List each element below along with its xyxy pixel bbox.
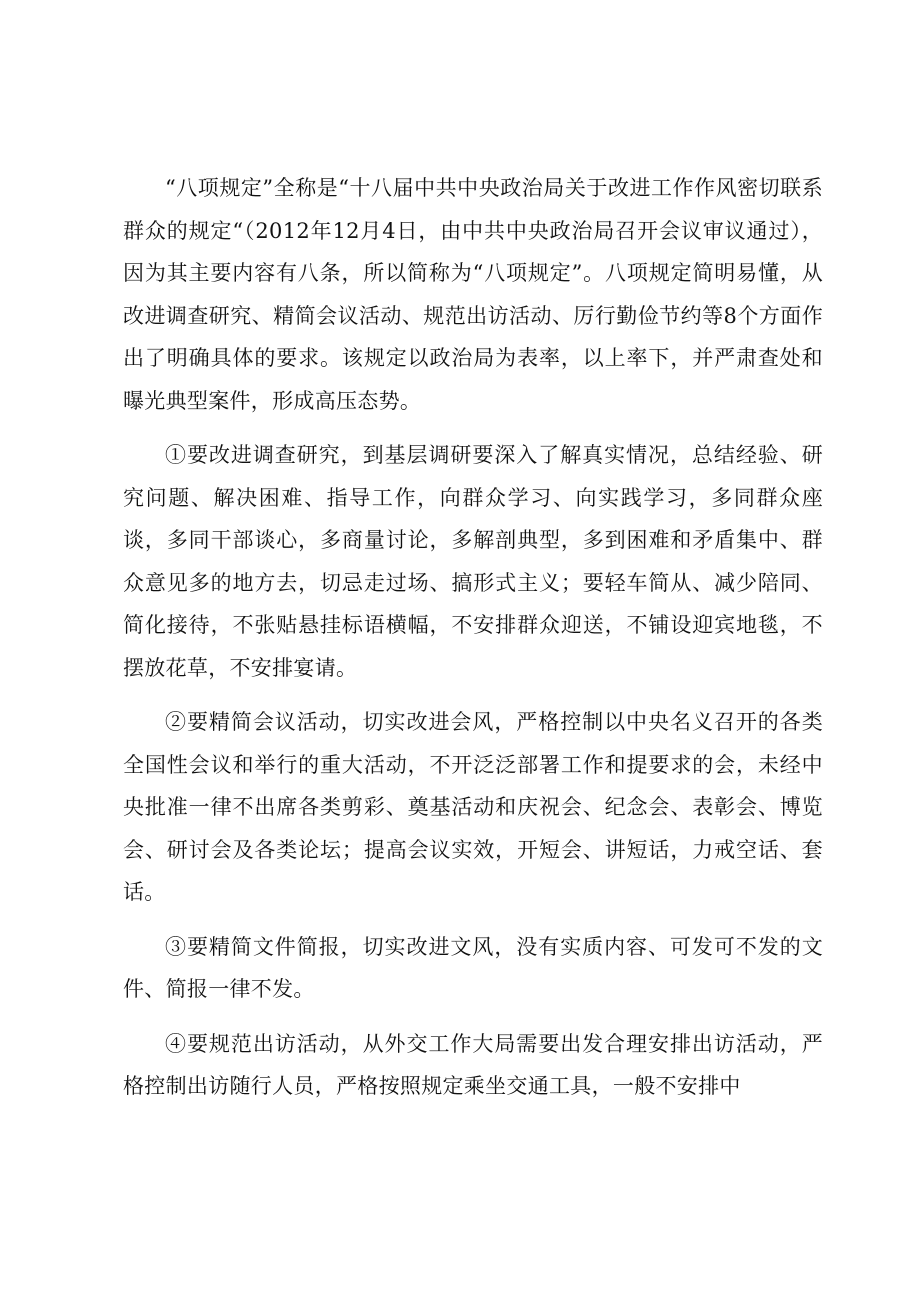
paragraph-item-1: ①要改进调查研究，到基层调研要深入了解真实情况，总结经验、研究问题、解决困难、指导工作，向群众学习、向实践学习，多同群众座谈，多同干部谈心，多商量讨论，多解剖典型，多到困难和矛盾集中、群众意见多的地方去，切忌走过场、搞形式主义；要轻车简从、减少陪同、简化接待，不张贴悬挂标语横幅，不安排群众迎送，不铺设迎宾地毯，不摆放花草，不安排宴请。 bbox=[123, 443, 823, 680]
paragraph-item-3: ③要精简文件简报，切实改进文风，没有实质内容、可发可不发的文件、简报一律不发。 bbox=[123, 934, 823, 1001]
paragraph-item-4: ④要规范出访活动，从外交工作大局需要出发合理安排出访活动，严格控制出访随行人员，严格按照规定乘坐交通工具，一般不安排中 bbox=[123, 1031, 823, 1098]
document-body bbox=[123, 167, 823, 1120]
paragraph-item-2: ②要精简会议活动，切实改进会风，严格控制以中央名义召开的各类全国性会议和举行的重大活动，不开泛泛部署工作和提要求的会，未经中央批准一律不出席各类剪彩、奠基活动和庆祝会、纪念会、表彰会、博览会、研讨会及各类论坛；提高会议实效，开短会、讲短话，力戒空话、套话。 bbox=[123, 710, 823, 904]
paragraph-intro: “八项规定”全称是“十八届中共中央政治局关于改进工作作风密切联系群众的规定“（2012年12月4日，由中共中央政治局召开会议审议通过），因为其主要内容有八条，所以简称为“八项规定”。八项规定简明易懂，从改进调查研究、精简会议活动、规范出访活动、厉行勤俭节约等8个方面作出了明确具体的要求。该规定以政治局为表率，以上率下，并严肃查处和曝光典型案件，形成高压态势。 bbox=[123, 176, 823, 413]
